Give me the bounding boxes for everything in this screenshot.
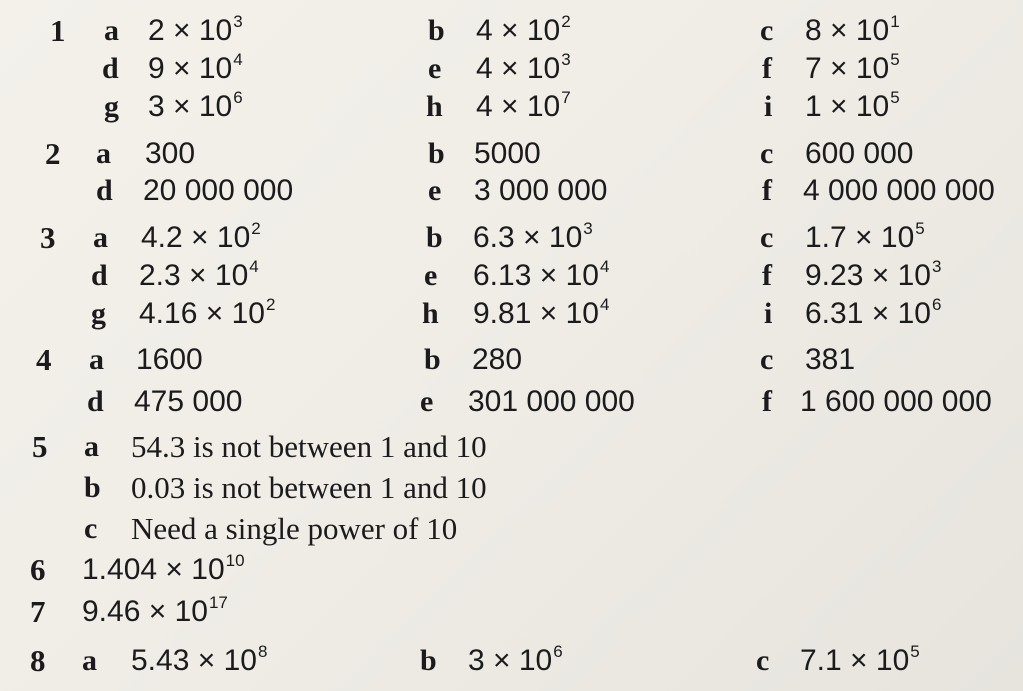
part-label: b	[426, 221, 443, 254]
answer-value: 475 000	[134, 385, 243, 418]
part-label: d	[102, 52, 119, 85]
part-label: e	[428, 52, 442, 85]
answer-value: $1.7 \times 10^5$	[805, 219, 925, 254]
answer-value: 3 000 000	[474, 174, 608, 207]
part-label: b	[420, 644, 437, 677]
answer-value: $9.46 \times 10^{17}$	[82, 593, 228, 628]
part-label: d	[91, 259, 108, 292]
answer-value: $1.404 \times 10^{10}$	[82, 551, 245, 586]
question-number: 8	[30, 643, 46, 678]
part-label: b	[428, 14, 445, 47]
answer-value: 600 000	[805, 137, 914, 170]
answer-value: $9.81 \times 10^4$	[473, 295, 610, 330]
part-label: a	[82, 644, 97, 677]
answer-value: 5000	[474, 137, 541, 170]
part-label: c	[760, 221, 774, 254]
answer-value: 1600	[136, 343, 203, 376]
part-label: d	[87, 385, 104, 418]
answer-value: $5.43 \times 10^8$	[131, 642, 268, 677]
part-label: g	[104, 90, 119, 123]
answer-value: $2 \times 10^3$	[148, 12, 243, 47]
answer-value: $4.2 \times 10^2$	[141, 219, 261, 254]
answer-value: $4 \times 10^7$	[476, 88, 571, 123]
question-number: 5	[32, 429, 48, 464]
part-label: a	[84, 430, 99, 463]
part-label: a	[93, 221, 108, 254]
part-label: f	[762, 385, 772, 418]
answer-value: 381	[805, 343, 856, 376]
answer-text: Need a single power of 10	[131, 511, 458, 546]
answer-text: 0.03 is not between 1 and 10	[131, 470, 487, 505]
answer-value: $8 \times 10^1$	[805, 12, 900, 47]
answer-value: 1 600 000 000	[800, 385, 992, 418]
part-label: b	[84, 471, 101, 504]
question-number: 6	[30, 552, 46, 587]
part-label: f	[762, 174, 772, 207]
answer-value: 300	[145, 137, 196, 170]
answer-value: $4.16 \times 10^2$	[139, 295, 276, 330]
answer-value: $4 \times 10^3$	[476, 50, 571, 85]
question-number: 2	[45, 136, 61, 171]
answer-value: 4 000 000 000	[803, 174, 995, 207]
answer-value: $2.3 \times 10^4$	[139, 257, 259, 292]
question-number: 4	[36, 342, 52, 377]
answer-value: $9 \times 10^4$	[148, 50, 243, 85]
part-label: a	[96, 137, 111, 170]
answer-value: $3 \times 10^6$	[468, 642, 563, 677]
part-label: g	[91, 297, 106, 330]
answer-value: $6.31 \times 10^6$	[805, 295, 942, 330]
part-label: c	[84, 512, 98, 545]
part-label: a	[104, 14, 119, 47]
answer-value: $1 \times 10^5$	[805, 88, 900, 123]
question-number: 3	[40, 220, 56, 255]
part-label: b	[424, 343, 441, 376]
part-label: i	[764, 297, 773, 330]
part-label: d	[96, 174, 113, 207]
part-label: f	[762, 52, 772, 85]
part-label: h	[422, 297, 439, 330]
answer-value: $4 \times 10^2$	[476, 12, 571, 47]
part-label: a	[89, 343, 104, 376]
part-label: c	[756, 644, 770, 677]
question-number: 1	[50, 13, 66, 48]
answer-value: $9.23 \times 10^3$	[805, 257, 942, 292]
answer-text: 54.3 is not between 1 and 10	[131, 429, 487, 464]
answer-value: 20 000 000	[143, 174, 294, 207]
part-label: c	[760, 14, 774, 47]
part-label: c	[760, 137, 774, 170]
answer-value: $3 \times 10^6$	[148, 88, 243, 123]
part-label: f	[762, 259, 772, 292]
part-label: b	[428, 137, 445, 170]
part-label: e	[420, 385, 434, 418]
part-label: c	[760, 343, 774, 376]
part-label: i	[764, 90, 773, 123]
part-label: h	[426, 90, 443, 123]
answer-value: 301 000 000	[468, 385, 635, 418]
question-number: 7	[30, 594, 46, 629]
answer-value: $7.1 \times 10^5$	[800, 642, 920, 677]
answer-value: 280	[472, 343, 523, 376]
answer-value: $6.13 \times 10^4$	[473, 257, 610, 292]
answer-value: $7 \times 10^5$	[805, 50, 900, 85]
part-label: e	[424, 259, 438, 292]
answer-value: $6.3 \times 10^3$	[473, 219, 593, 254]
part-label: e	[428, 174, 442, 207]
